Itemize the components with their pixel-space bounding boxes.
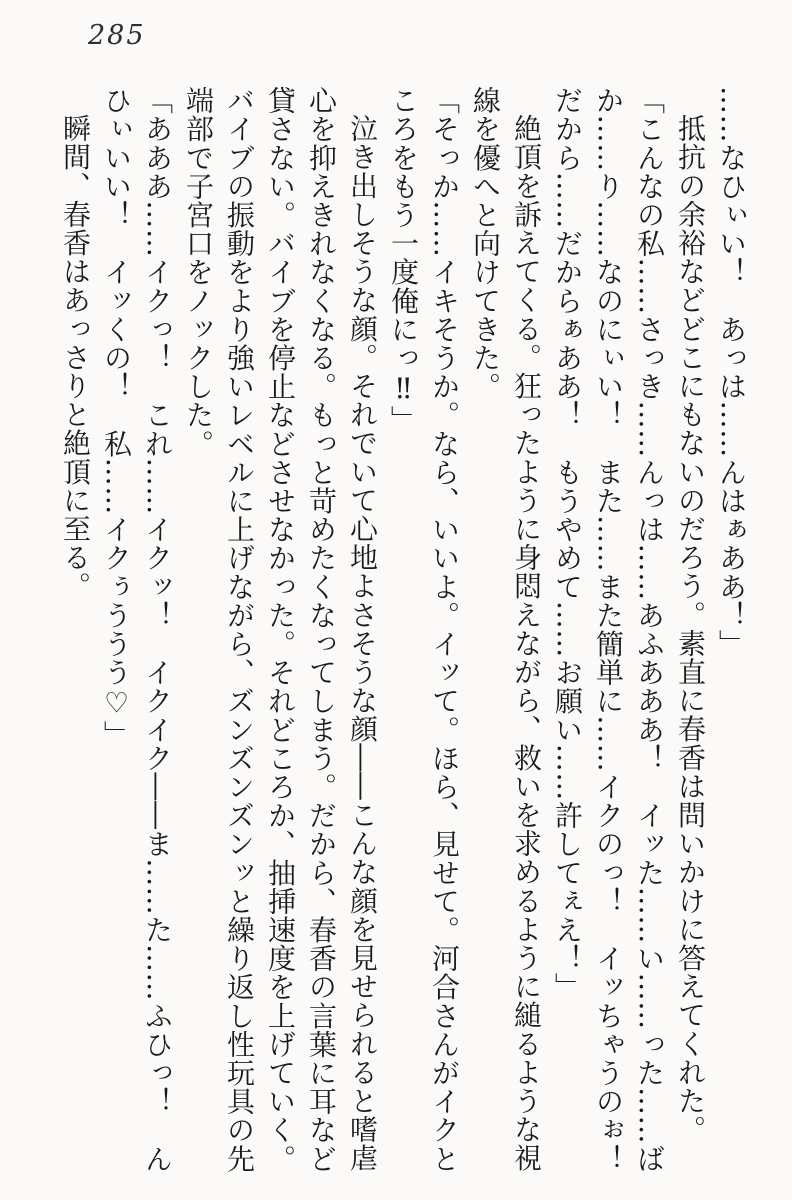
text-line: 瞬間、春香はあっさりと絶頂に至る。 — [59, 114, 92, 601]
text-line: だから……だからぁああ！ もうやめて……お願い……許してぇえ！」 — [551, 86, 584, 1002]
page-number: 285 — [88, 20, 146, 51]
text-line: 絶頂を訴えてくる。狂ったように身悶えながら、救いを求めるように縋るような視 — [510, 114, 543, 1173]
text-line: ころをもう一度俺にっ‼」 — [387, 86, 420, 435]
text-line: か……り……なのにぃい！ また……また簡単に……イクのっ！ イッちゃうのぉ！ — [592, 86, 625, 1173]
text-line: 「そっか……イキそうか。なら、いいよ。イッて。ほら、見せて。河合さんがイクと — [428, 86, 461, 1173]
text-line: 「あああ……イクっ！ これ……イクッ！ イクイク――ま……た……ふひっ！ ん — [141, 86, 174, 1173]
page-text — [55, 86, 752, 1181]
text-line: 「こんなの私……さっき……んっは……あふあああ！ イッた……い……った……ば — [633, 86, 666, 1173]
text-line: 端部で子宮口をノックした。 — [182, 86, 215, 458]
text-line: 線を優へと向けてきた。 — [469, 86, 502, 401]
text-line: 泣き出しそうな顔。それでいて心地よさそうな顔――こんな顔を見せられると嗜虐 — [346, 114, 379, 1173]
text-line: 心を抑えきれなくなる。もっと苛めたくなってしまう。だから、春香の言葉に耳など — [305, 86, 338, 1173]
text-line: バイブの振動をより強いレベルに上げながら、ズンズンズンッと繰り返し性玩具の先 — [223, 86, 256, 1173]
text-line: ひぃいい！ イッくの！ 私……イクぅううう♡」 — [100, 86, 133, 749]
text-line: 貸さない。バイブを停止などさせなかった。それどころか、抽挿速度を上げていく。 — [264, 86, 297, 1173]
text-line: ……なひぃい！ あっは……んはぁああ！」 — [715, 86, 748, 658]
text-line: 抵抗の余裕などどこにもないのだろう。素直に春香は問いかけに答えてくれた。 — [674, 114, 707, 1144]
